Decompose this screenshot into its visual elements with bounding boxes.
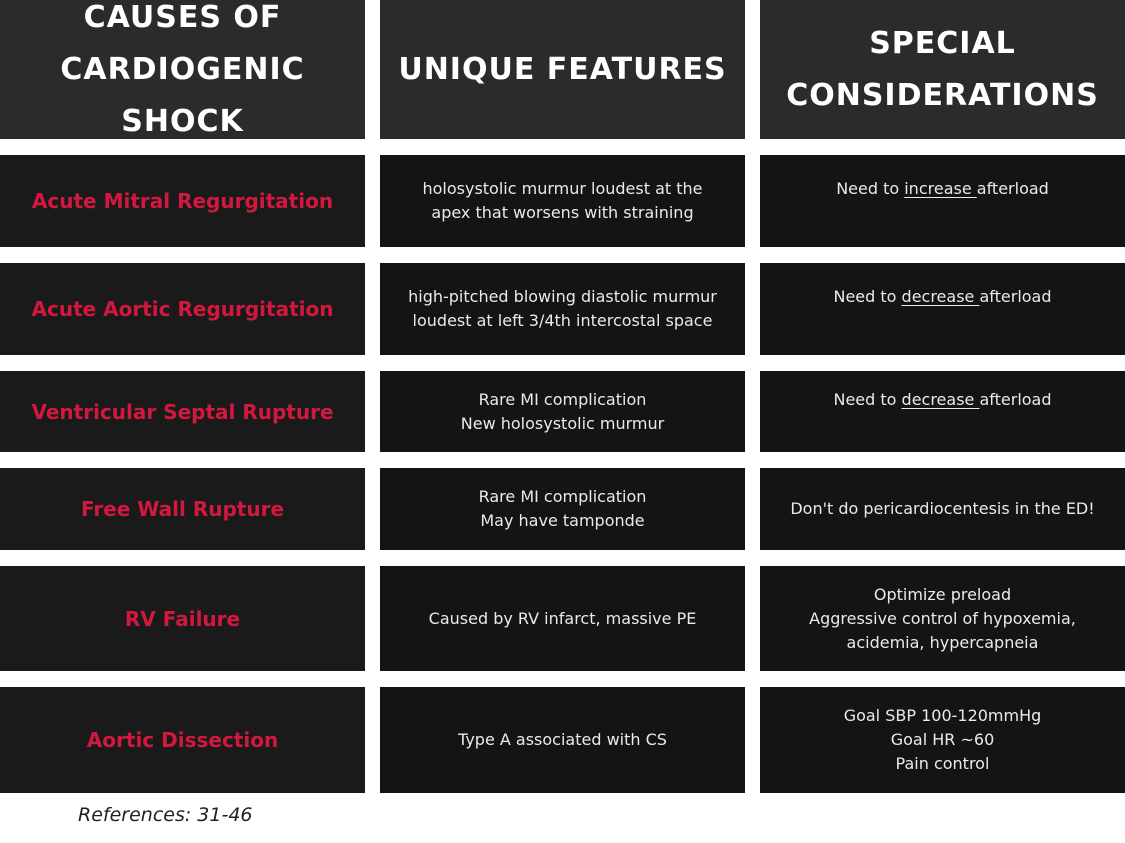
feature-line: high-pitched blowing diastolic murmur (408, 287, 717, 306)
header-features-line-1: UNIQUE FEATURES (398, 51, 727, 87)
consideration-pre: Need to (833, 390, 902, 409)
consideration-pre: Need to (833, 287, 902, 306)
header-causes (0, 0, 365, 139)
header-considerations (760, 0, 1125, 139)
consideration-post: afterload (979, 390, 1052, 409)
table-row-features (380, 371, 745, 452)
table-row-cause (0, 566, 365, 671)
consideration-line: acidemia, hypercapneia (846, 632, 1039, 652)
table-row-cause (0, 371, 365, 452)
cause-label: RV Failure (124, 606, 241, 631)
table-row-considerations (760, 468, 1125, 550)
consideration-line: Goal SBP 100-120mmHg (843, 706, 1042, 725)
consideration-line: Pain control (895, 754, 990, 773)
references-note: References: 31-46 (78, 804, 253, 826)
table-row-considerations (760, 155, 1125, 247)
table-row-considerations (760, 263, 1125, 355)
consideration-emphasis: decrease (901, 390, 980, 409)
feature-line: Rare MI complication (478, 390, 647, 409)
table-row-features (380, 566, 745, 671)
feature-line: May have tamponde (480, 511, 645, 530)
consideration-line: Optimize preload (873, 584, 1012, 604)
consideration-post: afterload (976, 179, 1049, 198)
header-features (380, 0, 745, 139)
header-considerations-line-2: CONSIDERATIONS (786, 77, 1099, 113)
header-causes-line-2: CARDIOGENIC SHOCK (60, 51, 305, 139)
consideration-post: afterload (979, 287, 1052, 306)
consideration-emphasis: increase (904, 179, 977, 198)
feature-line: loudest at left 3/4th intercostal space (412, 311, 713, 330)
table-row-features (380, 468, 745, 550)
table-row-features (380, 687, 745, 793)
cause-label: Ventricular Septal Rupture (31, 399, 334, 424)
header-considerations-line-1: SPECIAL (869, 25, 1016, 61)
cause-label: Acute Aortic Regurgitation (31, 297, 334, 321)
feature-line: holosystolic murmur loudest at the (422, 179, 703, 198)
feature-line: apex that worsens with straining (431, 203, 694, 222)
consideration-line: Aggressive control of hypoxemia, (809, 608, 1076, 628)
consideration-emphasis: decrease (901, 287, 980, 306)
table-row-considerations (760, 371, 1125, 452)
consideration-line: Goal HR ~60 (890, 730, 995, 749)
table-row-cause (0, 263, 365, 355)
feature-line: Caused by RV infarct, massive PE (428, 608, 697, 628)
table-row-cause (0, 155, 365, 247)
consideration-pre: Need to (836, 179, 905, 198)
table-row-cause (0, 687, 365, 793)
table-row-features (380, 155, 745, 247)
cause-label: Acute Mitral Regurgitation (31, 189, 334, 213)
feature-line: New holosystolic murmur (460, 414, 665, 433)
consideration-line: Don't do pericardiocentesis in the ED! (790, 499, 1095, 518)
cause-label: Aortic Dissection (86, 728, 279, 752)
feature-line: Type A associated with CS (458, 730, 667, 749)
table-row-considerations (760, 566, 1125, 671)
table-row-considerations (760, 687, 1125, 793)
header-causes-line-1: CAUSES OF (83, 0, 282, 35)
feature-line: Rare MI complication (478, 487, 647, 506)
table-row-features (380, 263, 745, 355)
cause-label: Free Wall Rupture (80, 497, 285, 521)
table-row-cause (0, 468, 365, 550)
